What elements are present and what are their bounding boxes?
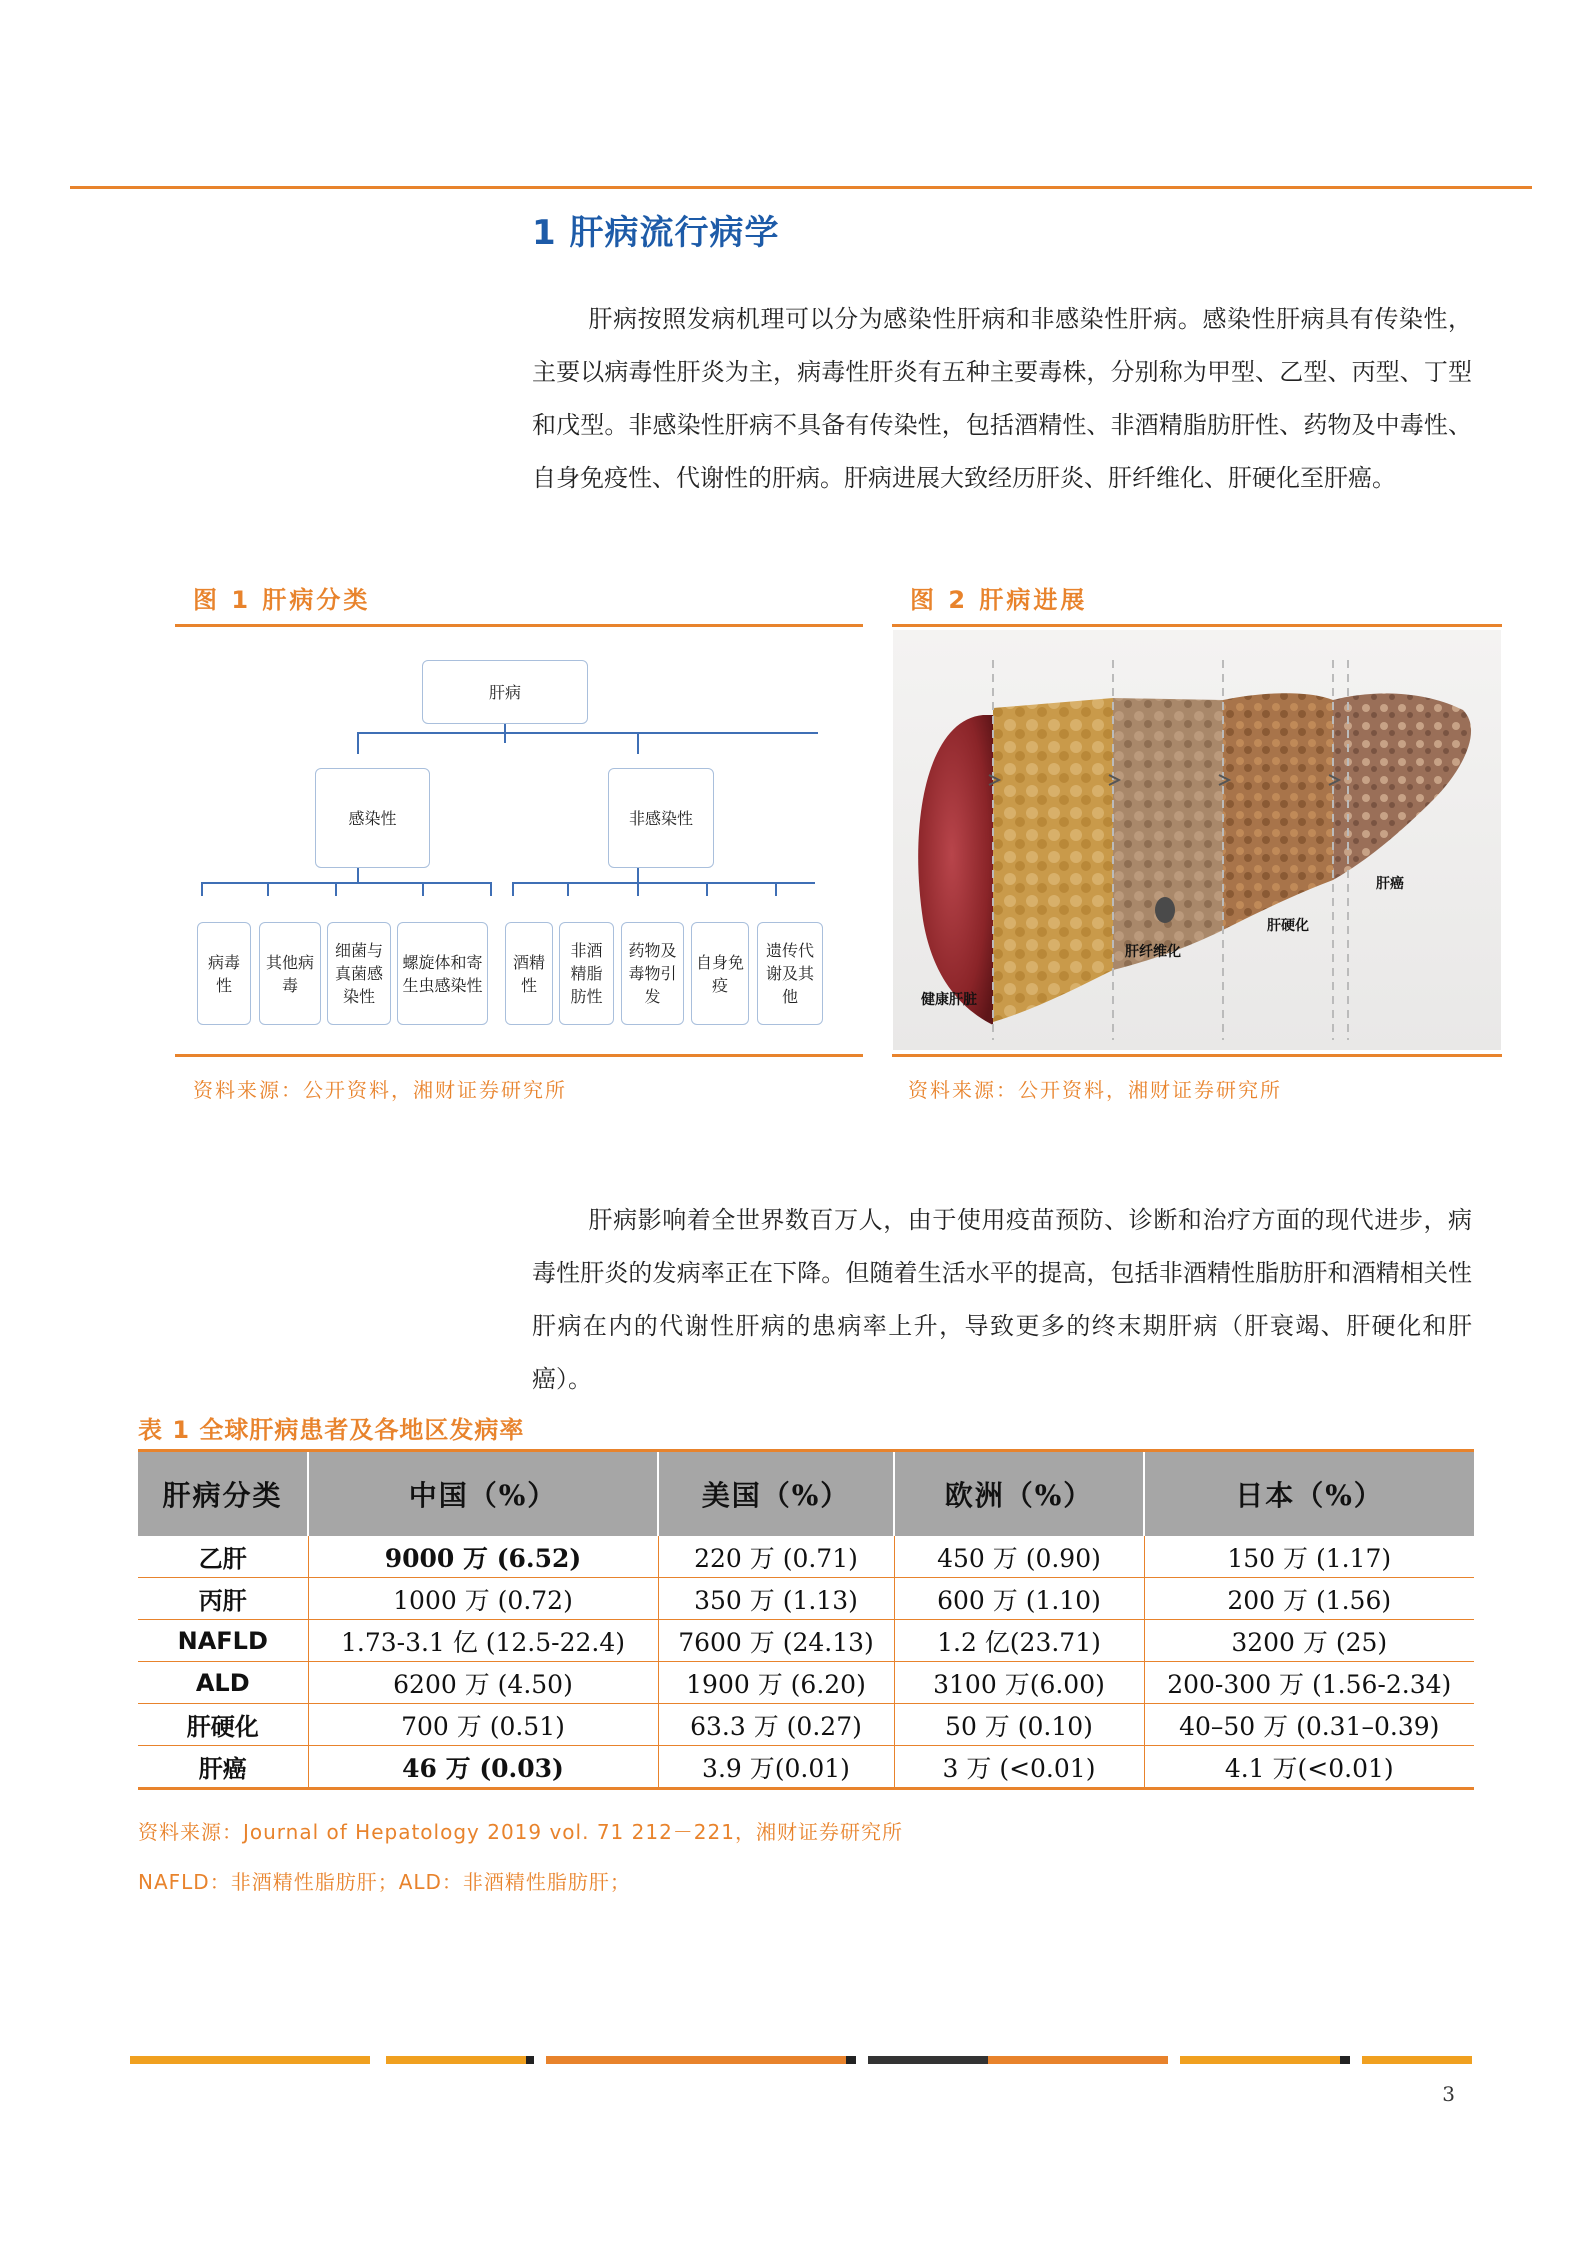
table-cell: 700 万 (0.51) [308, 1704, 658, 1746]
footer-dash [526, 2056, 534, 2064]
header-usa: 美国（%） [658, 1452, 894, 1536]
header-category: 肝病分类 [138, 1452, 308, 1536]
table-cell: 1900 万 (6.20) [658, 1662, 894, 1704]
table-cell: ALD [138, 1662, 308, 1704]
fibrosis-liver-slice [993, 698, 1113, 1022]
stage-label-fibrosis: 肝纤维化 [1125, 944, 1181, 960]
table-1-caption: 表 1 全球肝病患者及各地区发病率 [138, 1416, 525, 1444]
stage-label-cirrhosis: 肝硬化 [1267, 918, 1309, 934]
table-row [138, 1704, 1474, 1746]
section-title [532, 205, 780, 254]
stage-label-healthy: 健康肝脏 [921, 992, 977, 1008]
table-cell: NAFLD [138, 1620, 308, 1662]
cirrhosis-liver-slice-1 [1113, 698, 1223, 970]
table-row [138, 1536, 1474, 1578]
table-cell: 600 万 (1.10) [894, 1578, 1144, 1620]
table-1-source: 资料来源：Journal of Hepatology 2019 vol. 71 212－221，湘财证券研究所 [138, 1820, 903, 1844]
tree-node-noninfectious: 非感染性 [608, 768, 714, 868]
table-cell: 450 万 (0.90) [894, 1536, 1144, 1578]
footer-dash [1362, 2056, 1472, 2064]
figure-2-source: 资料来源：公开资料，湘财证券研究所 [908, 1078, 1282, 1102]
tree-leaf-viral: 病毒性 [197, 922, 251, 1025]
top-rule [70, 186, 1532, 189]
table-cell: 350 万 (1.13) [658, 1578, 894, 1620]
liver-progression-illustration [893, 630, 1501, 1050]
footer-dash [868, 2056, 988, 2064]
table-cell: 丙肝 [138, 1578, 308, 1620]
footer-dash [1340, 2056, 1350, 2064]
table-cell: 50 万 (0.10) [894, 1704, 1144, 1746]
table-cell: 乙肝 [138, 1536, 308, 1578]
figure-1-source: 资料来源：公开资料，湘财证券研究所 [193, 1078, 567, 1102]
table-cell: 3200 万 (25) [1144, 1620, 1474, 1662]
table-cell: 1.73-3.1 亿 (12.5-22.4) [308, 1620, 658, 1662]
footer-dash [1180, 2056, 1340, 2064]
tree-root: 肝病 [422, 660, 588, 724]
table-cell: 3100 万(6.00) [894, 1662, 1144, 1704]
tree-leaf-autoimmune: 自身免疫 [691, 922, 749, 1025]
table-row [138, 1662, 1474, 1704]
footer-dash [546, 2056, 846, 2064]
tree-leaf-bacterial-fungal: 细菌与真菌感染性 [327, 922, 391, 1025]
liver-progression-svg [893, 630, 1501, 1050]
table-cell: 200-300 万 (1.56-2.34) [1144, 1662, 1474, 1704]
table-row [138, 1578, 1474, 1620]
tree-leaf-alcoholic: 酒精性 [505, 922, 553, 1025]
figure-1-bottom-rule [175, 1054, 863, 1057]
tree-leaf-nonalcoholic-fatty: 非酒精脂肪性 [559, 922, 614, 1025]
table-row [138, 1620, 1474, 1662]
tree-leaf-spirochete-parasite: 螺旋体和寄生虫感染性 [397, 922, 488, 1025]
table-cell: 63.3 万 (0.27) [658, 1704, 894, 1746]
connector-level1 [357, 732, 818, 734]
table-cell: 3.9 万(0.01) [658, 1746, 894, 1789]
section-heading: 肝病流行病学 [569, 213, 780, 253]
tree-leaf-drug-toxin: 药物及毒物引发 [621, 922, 684, 1025]
header-japan: 日本（%） [1144, 1452, 1474, 1536]
paragraph-2-text: 肝病影响着全世界数百万人，由于使用疫苗预防、诊断和治疗方面的现代进步，病毒性肝炎的发病率正在下降。但随着生活水平的提高，包括非酒精性脂肪肝和酒精相关性肝病在内的代谢性肝病的患病率上升，导致更多的终末期肝病（肝衰竭、肝硬化和肝癌）。 [532, 1206, 1472, 1393]
table-cell: 6200 万 (4.50) [308, 1662, 658, 1704]
figure-2-bottom-rule [892, 1054, 1502, 1057]
table-cell: 46 万 (0.03) [308, 1746, 658, 1789]
table-cell: 3 万 (<0.01) [894, 1746, 1144, 1789]
footer-dash [846, 2056, 856, 2064]
page-number: 3 [1442, 2082, 1455, 2106]
footer-dash [130, 2056, 370, 2064]
section-number: 1 [532, 213, 557, 253]
table-cell: 150 万 (1.17) [1144, 1536, 1474, 1578]
table-cell: 40–50 万 (0.31–0.39) [1144, 1704, 1474, 1746]
table-cell: 肝癌 [138, 1746, 308, 1789]
figure-2-caption: 图 2 肝病进展 [910, 586, 1088, 614]
table-cell: 肝硬化 [138, 1704, 308, 1746]
header-europe: 欧洲（%） [894, 1452, 1144, 1536]
stage-label-cancer: 肝癌 [1376, 876, 1404, 892]
table-cell: 220 万 (0.71) [658, 1536, 894, 1578]
tree-leaf-other-virus: 其他病毒 [259, 922, 321, 1025]
figure-2-top-rule [892, 624, 1502, 627]
table-cell: 1.2 亿(23.71) [894, 1620, 1144, 1662]
liver-disease-tree [175, 630, 863, 1050]
header-china: 中国（%） [308, 1452, 658, 1536]
table-header-row [138, 1452, 1474, 1536]
tree-node-infectious: 感染性 [315, 768, 430, 868]
paragraph-1-text: 肝病按照发病机理可以分为感染性肝病和非感染性肝病。感染性肝病具有传染性，主要以病毒性肝炎为主，病毒性肝炎有五种主要毒株，分别称为甲型、乙型、丙型、丁型和戊型。非感染性肝病不具备有传染性，包括酒精性、非酒精脂肪肝性、药物及中毒性、自身免疫性、代谢性的肝病。肝病进展大致经历肝炎、肝纤维化、肝硬化至肝癌。 [532, 305, 1472, 492]
paragraph-2 [532, 1194, 1472, 1406]
paragraph-1 [532, 293, 1472, 505]
table-cell: 4.1 万(<0.01) [1144, 1746, 1474, 1789]
table-cell: 1000 万 (0.72) [308, 1578, 658, 1620]
tree-leaf-genetic-metabolic: 遗传代谢及其他 [757, 922, 823, 1025]
gallbladder [1155, 897, 1175, 923]
footer-dash [988, 2056, 1168, 2064]
footer-dash [386, 2056, 526, 2064]
table-cell: 200 万 (1.56) [1144, 1578, 1474, 1620]
figure-1-caption: 图 1 肝病分类 [193, 586, 371, 614]
table-cell: 7600 万 (24.13) [658, 1620, 894, 1662]
table-cell: 9000 万 (6.52) [308, 1536, 658, 1578]
table-1-note: NAFLD：非酒精性脂肪肝；ALD：非酒精性脂肪肝； [138, 1870, 631, 1894]
figure-1-top-rule [175, 624, 863, 627]
incidence-table [138, 1452, 1474, 1790]
table-row [138, 1746, 1474, 1789]
